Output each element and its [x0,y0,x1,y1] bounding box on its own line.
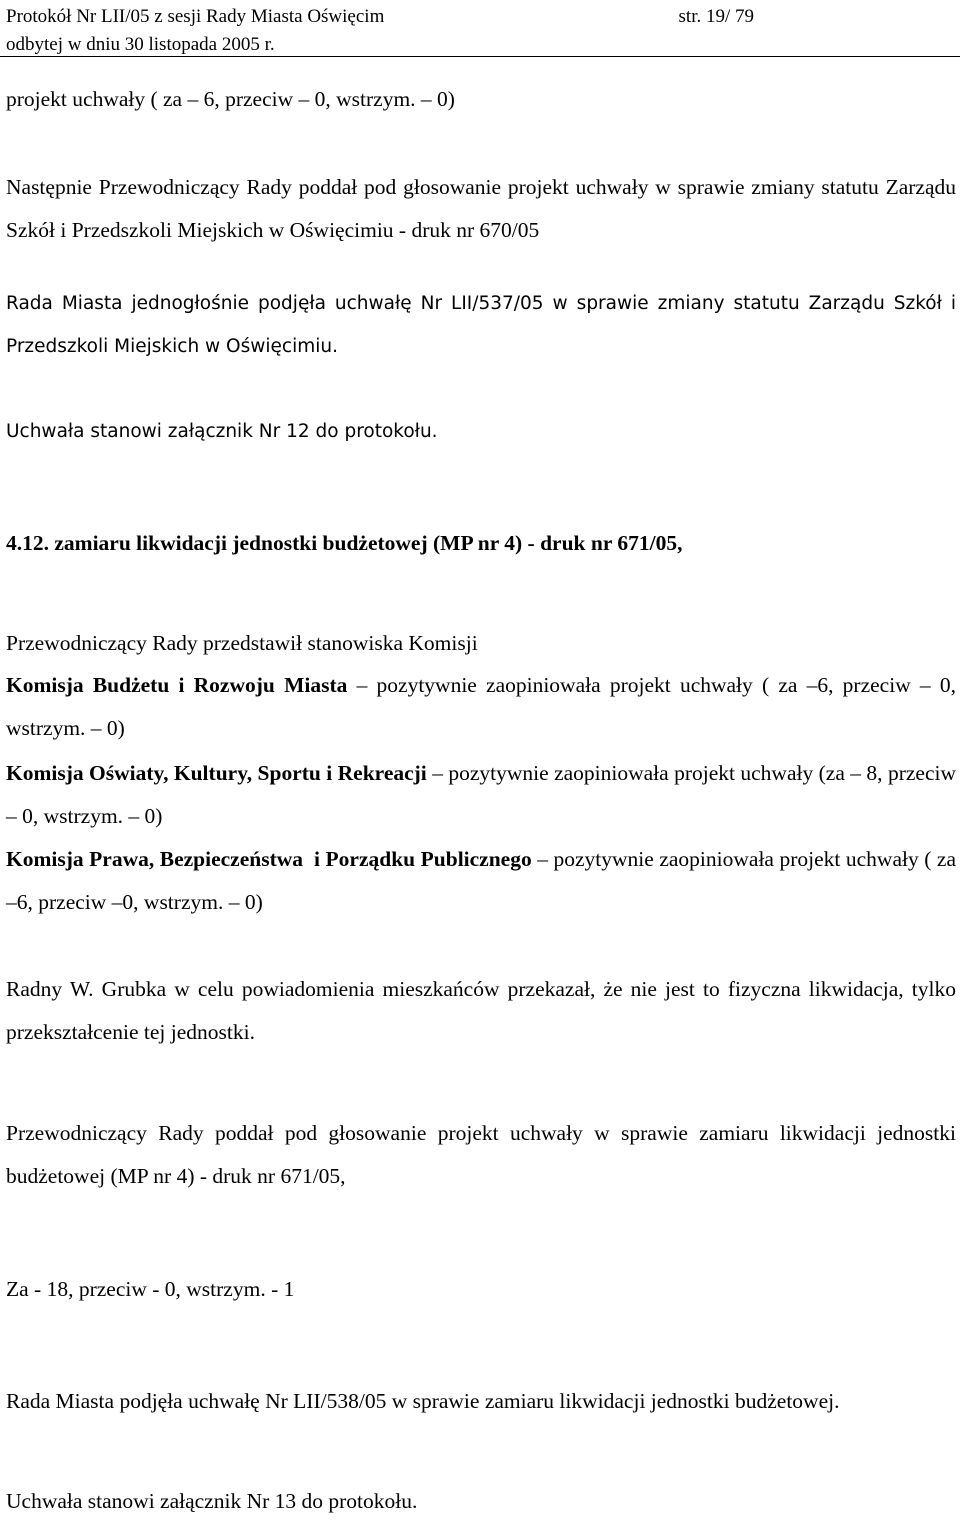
committee-opinion-budget [6,664,956,750]
committee-name: Komisja Prawa, Bezpieczeństwa i Porządku Publicznego [6,847,532,871]
header-title: Protokół Nr LII/05 z sesji Rady Miasta Oświęcim [6,6,385,27]
paragraph-vote-result: projekt uchwały ( za – 6, przeciw – 0, wstrzym. – 0) [6,87,455,111]
header-page-number: str. 19/ 79 [678,6,754,27]
paragraph-resolution-537: Rada Miasta jednogłośnie podjęła uchwałę Nr LII/537/05 w sprawie zmiany statutu Zarządu Szkół i Przedszkoli Miejskich w Oświęcimiu. [6,293,956,357]
paragraph-attachment-12: Uchwała stanowi załącznik Nr 12 do protokołu. [6,421,438,442]
committee-opinion-text: – pozytywnie zaopiniowała projekt uchwały ( za –6, przeciw –0, wstrzym. – 0) [6,847,956,914]
paragraph-vote-intro-2: Przewodniczący Rady poddał pod głosowanie projekt uchwały w sprawie zamiaru likwidacji jednostki budżetowej (MP nr 4) - druk nr 671/05, [6,1121,956,1188]
section-heading: 4.12. zamiaru likwidacji jednostki budżetowej (MP nr 4) - druk nr 671/05, [6,531,683,555]
committee-opinion-law [6,838,956,924]
paragraph-vote-intro: Następnie Przewodniczący Rady poddał pod głosowanie projekt uchwały w sprawie zmiany statutu Zarządu Szkół i Przedszkoli Miejskich w Oświęcimiu - druk nr 670/05 [6,175,956,242]
committee-opinion-text: – pozytywnie zaopiniowała projekt uchwały ( za –6, przeciw – 0, wstrzym. – 0) [6,673,956,740]
committee-name: Komisja Budżetu i Rozwoju Miasta [6,673,348,697]
paragraph-councilor-statement: Radny W. Grubka w celu powiadomienia mieszkańców przekazał, że nie jest to fizyczna likwidacja, tylko przekształcenie tej jednostki. [6,977,956,1044]
committee-opinion-text: – pozytywnie zaopiniowała projekt uchwały (za – 8, przeciw – 0, wstrzym. – 0) [6,761,956,828]
committee-opinion-education [6,752,956,838]
header-date: odbytej w dniu 30 listopada 2005 r. [6,34,275,55]
committee-name: Komisja Oświaty, Kultury, Sportu i Rekreacji [6,761,427,785]
paragraph-vote-count: Za - 18, przeciw - 0, wstrzym. - 1 [6,1277,295,1301]
paragraph-committees-intro: Przewodniczący Rady przedstawił stanowiska Komisji [6,631,478,655]
paragraph-resolution-538: Rada Miasta podjęła uchwałę Nr LII/538/05 w sprawie zamiaru likwidacji jednostki budżetowej. [6,1389,840,1413]
page-header [0,0,960,57]
paragraph-attachment-13: Uchwała stanowi załącznik Nr 13 do protokołu. [6,1489,418,1513]
